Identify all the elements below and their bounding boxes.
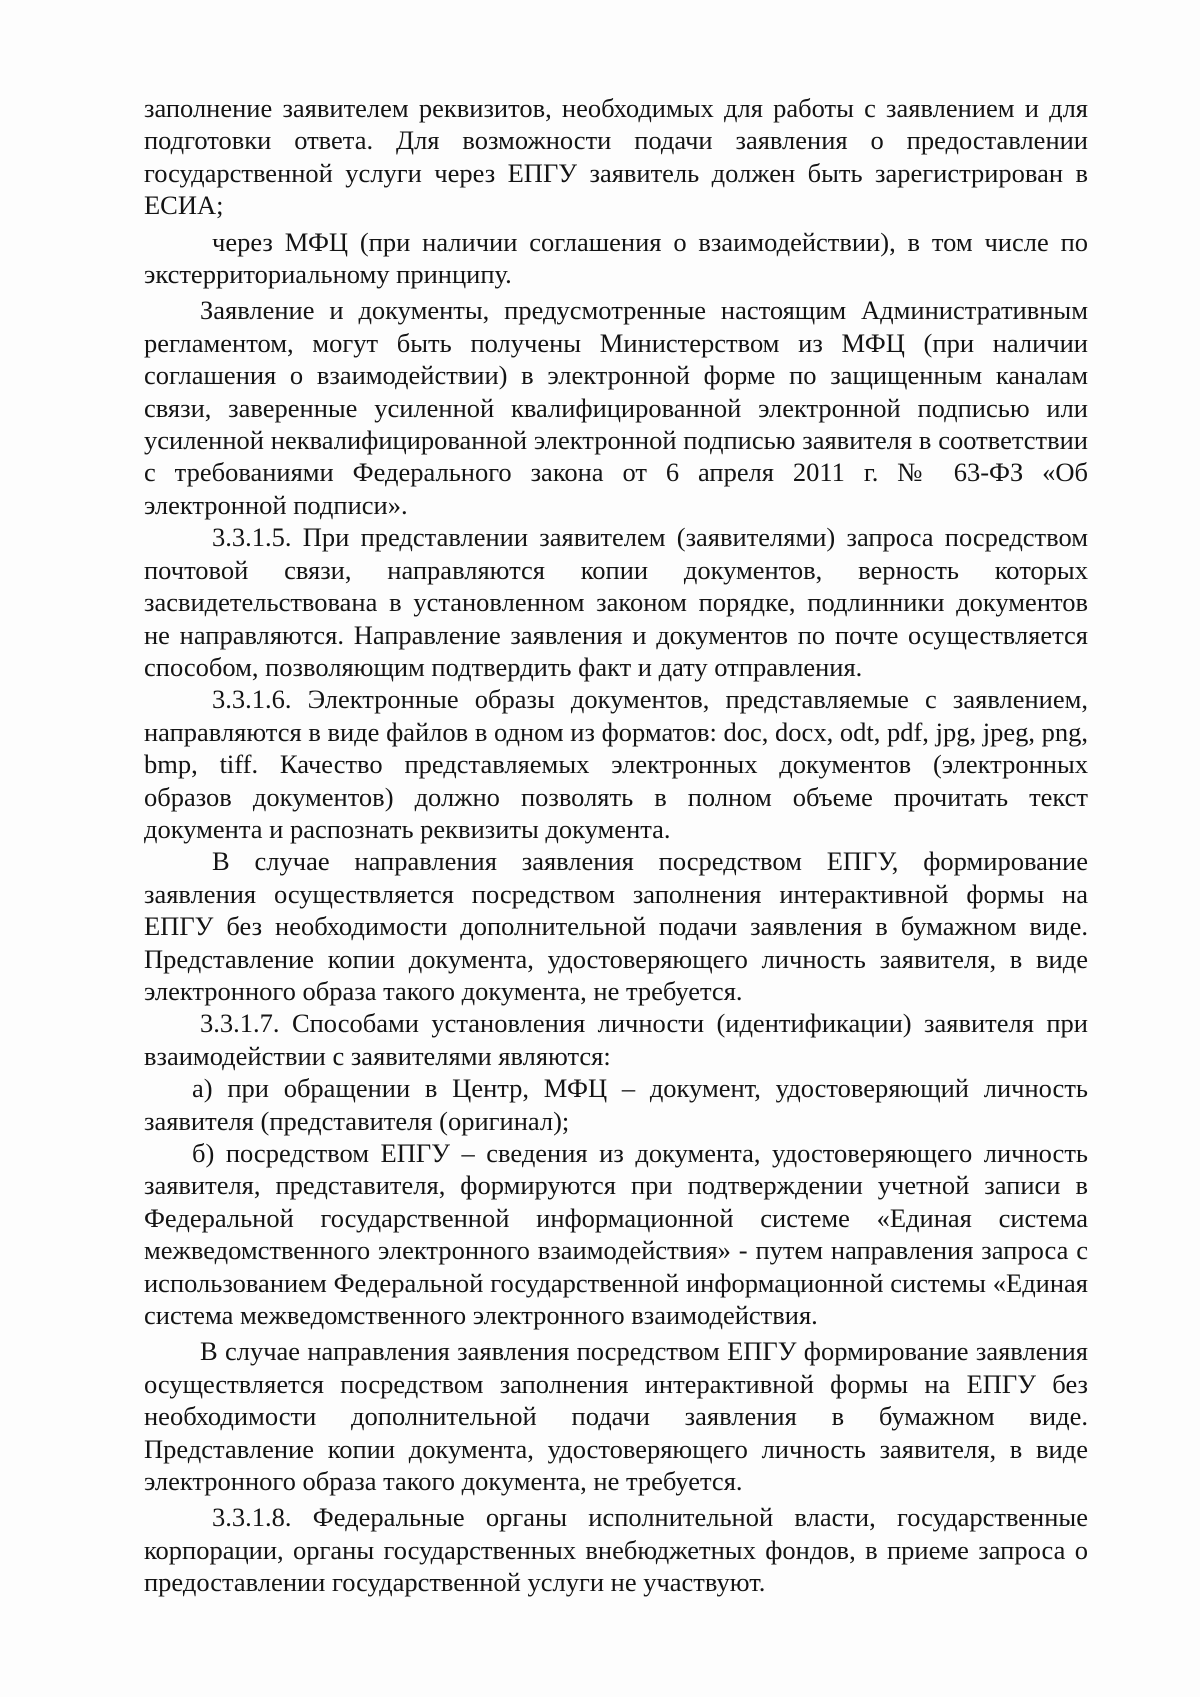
paragraph-esia-registration: заполнение заявителем реквизитов, необходимых для работы с заявлением и для подготовки ответа. Для возможности подачи заявления о предоставлении государственной услуги через ЕПГУ заявитель должен быть зарегистрирован в ЕСИА;	[144, 93, 1088, 221]
paragraph-via-mfc: через МФЦ (при наличии соглашения о взаимодействии), в том числе по экстерриториальному принципу.	[144, 226, 1088, 290]
paragraph-3-3-1-6: 3.3.1.6. Электронные образы документов, представляемые с заявлением, направляются в виде файлов в одном из форматов: doc, docx, odt, pdf, jpg, jpeg, png, bmp, tiff. Качество представляемых электронных документов (электронных образов документов) должно позволять в полном объеме прочитать текст документа и распознать реквизиты документа.	[144, 684, 1088, 844]
paragraph-3-3-1-5: 3.3.1.5. При представлении заявителем (заявителями) запроса посредством почтовой связи, направляются копии документов, верность которых засвидетельствована в установленном законом порядке, подлинники документов не направляются. Направление заявления и документов по почте осуществляется способом, позволяющим подтвердить факт и дату отправления.	[144, 522, 1088, 682]
list-item-b: б) посредством ЕПГУ – сведения из документа, удостоверяющего личность заявителя, представителя, формируются при подтверждении учетной записи в Федеральной государственной информационной системе «Единая система межведомственного электронного взаимодействия» - путем направления запроса с использованием Федеральной государственной информационной системы «Единая система межведомственного электронного взаимодействия.	[144, 1138, 1088, 1331]
paragraph-epgu-submission: В случае направления заявления посредством ЕПГУ, формирование заявления осуществляется посредством заполнения интерактивной формы на ЕПГУ без необходимости дополнительной подачи заявления в бумажном виде. Представление копии документа, удостоверяющего личность заявителя, в виде электронного образа такого документа, не требуется.	[144, 846, 1088, 1006]
paragraph-documents-from-mfc: Заявление и документы, предусмотренные настоящим Административным регламентом, могут быть получены Министерством из МФЦ (при наличии соглашения о взаимодействии) в электронной форме по защищенным каналам связи, заверенные усиленной квалифицированной электронной подписью или усиленной неквалифицированной электронной подписью заявителя в соответствии с требованиями Федерального закона от 6 апреля 2011 г. № 63-ФЗ «Об электронной подписи».	[144, 295, 1088, 520]
list-item-a: а) при обращении в Центр, МФЦ – документ, удостоверяющий личность заявителя (представителя (оригинал);	[144, 1073, 1088, 1136]
paragraph-3-3-1-7: 3.3.1.7. Способами установления личности (идентификации) заявителя при взаимодействии с заявителями являются:	[144, 1008, 1088, 1071]
paragraph-epgu-submission-repeat: В случае направления заявления посредством ЕПГУ формирование заявления осуществляется посредством заполнения интерактивной формы на ЕПГУ без необходимости дополнительной подачи заявления в бумажном виде. Представление копии документа, удостоверяющего личность заявителя, в виде электронного образа такого документа, не требуется.	[144, 1336, 1088, 1497]
paragraph-3-3-1-8: 3.3.1.8. Федеральные органы исполнительной власти, государственные корпорации, органы государственных внебюджетных фондов, в приеме запроса о предоставлении государственной услуги не участвуют.	[144, 1502, 1088, 1598]
